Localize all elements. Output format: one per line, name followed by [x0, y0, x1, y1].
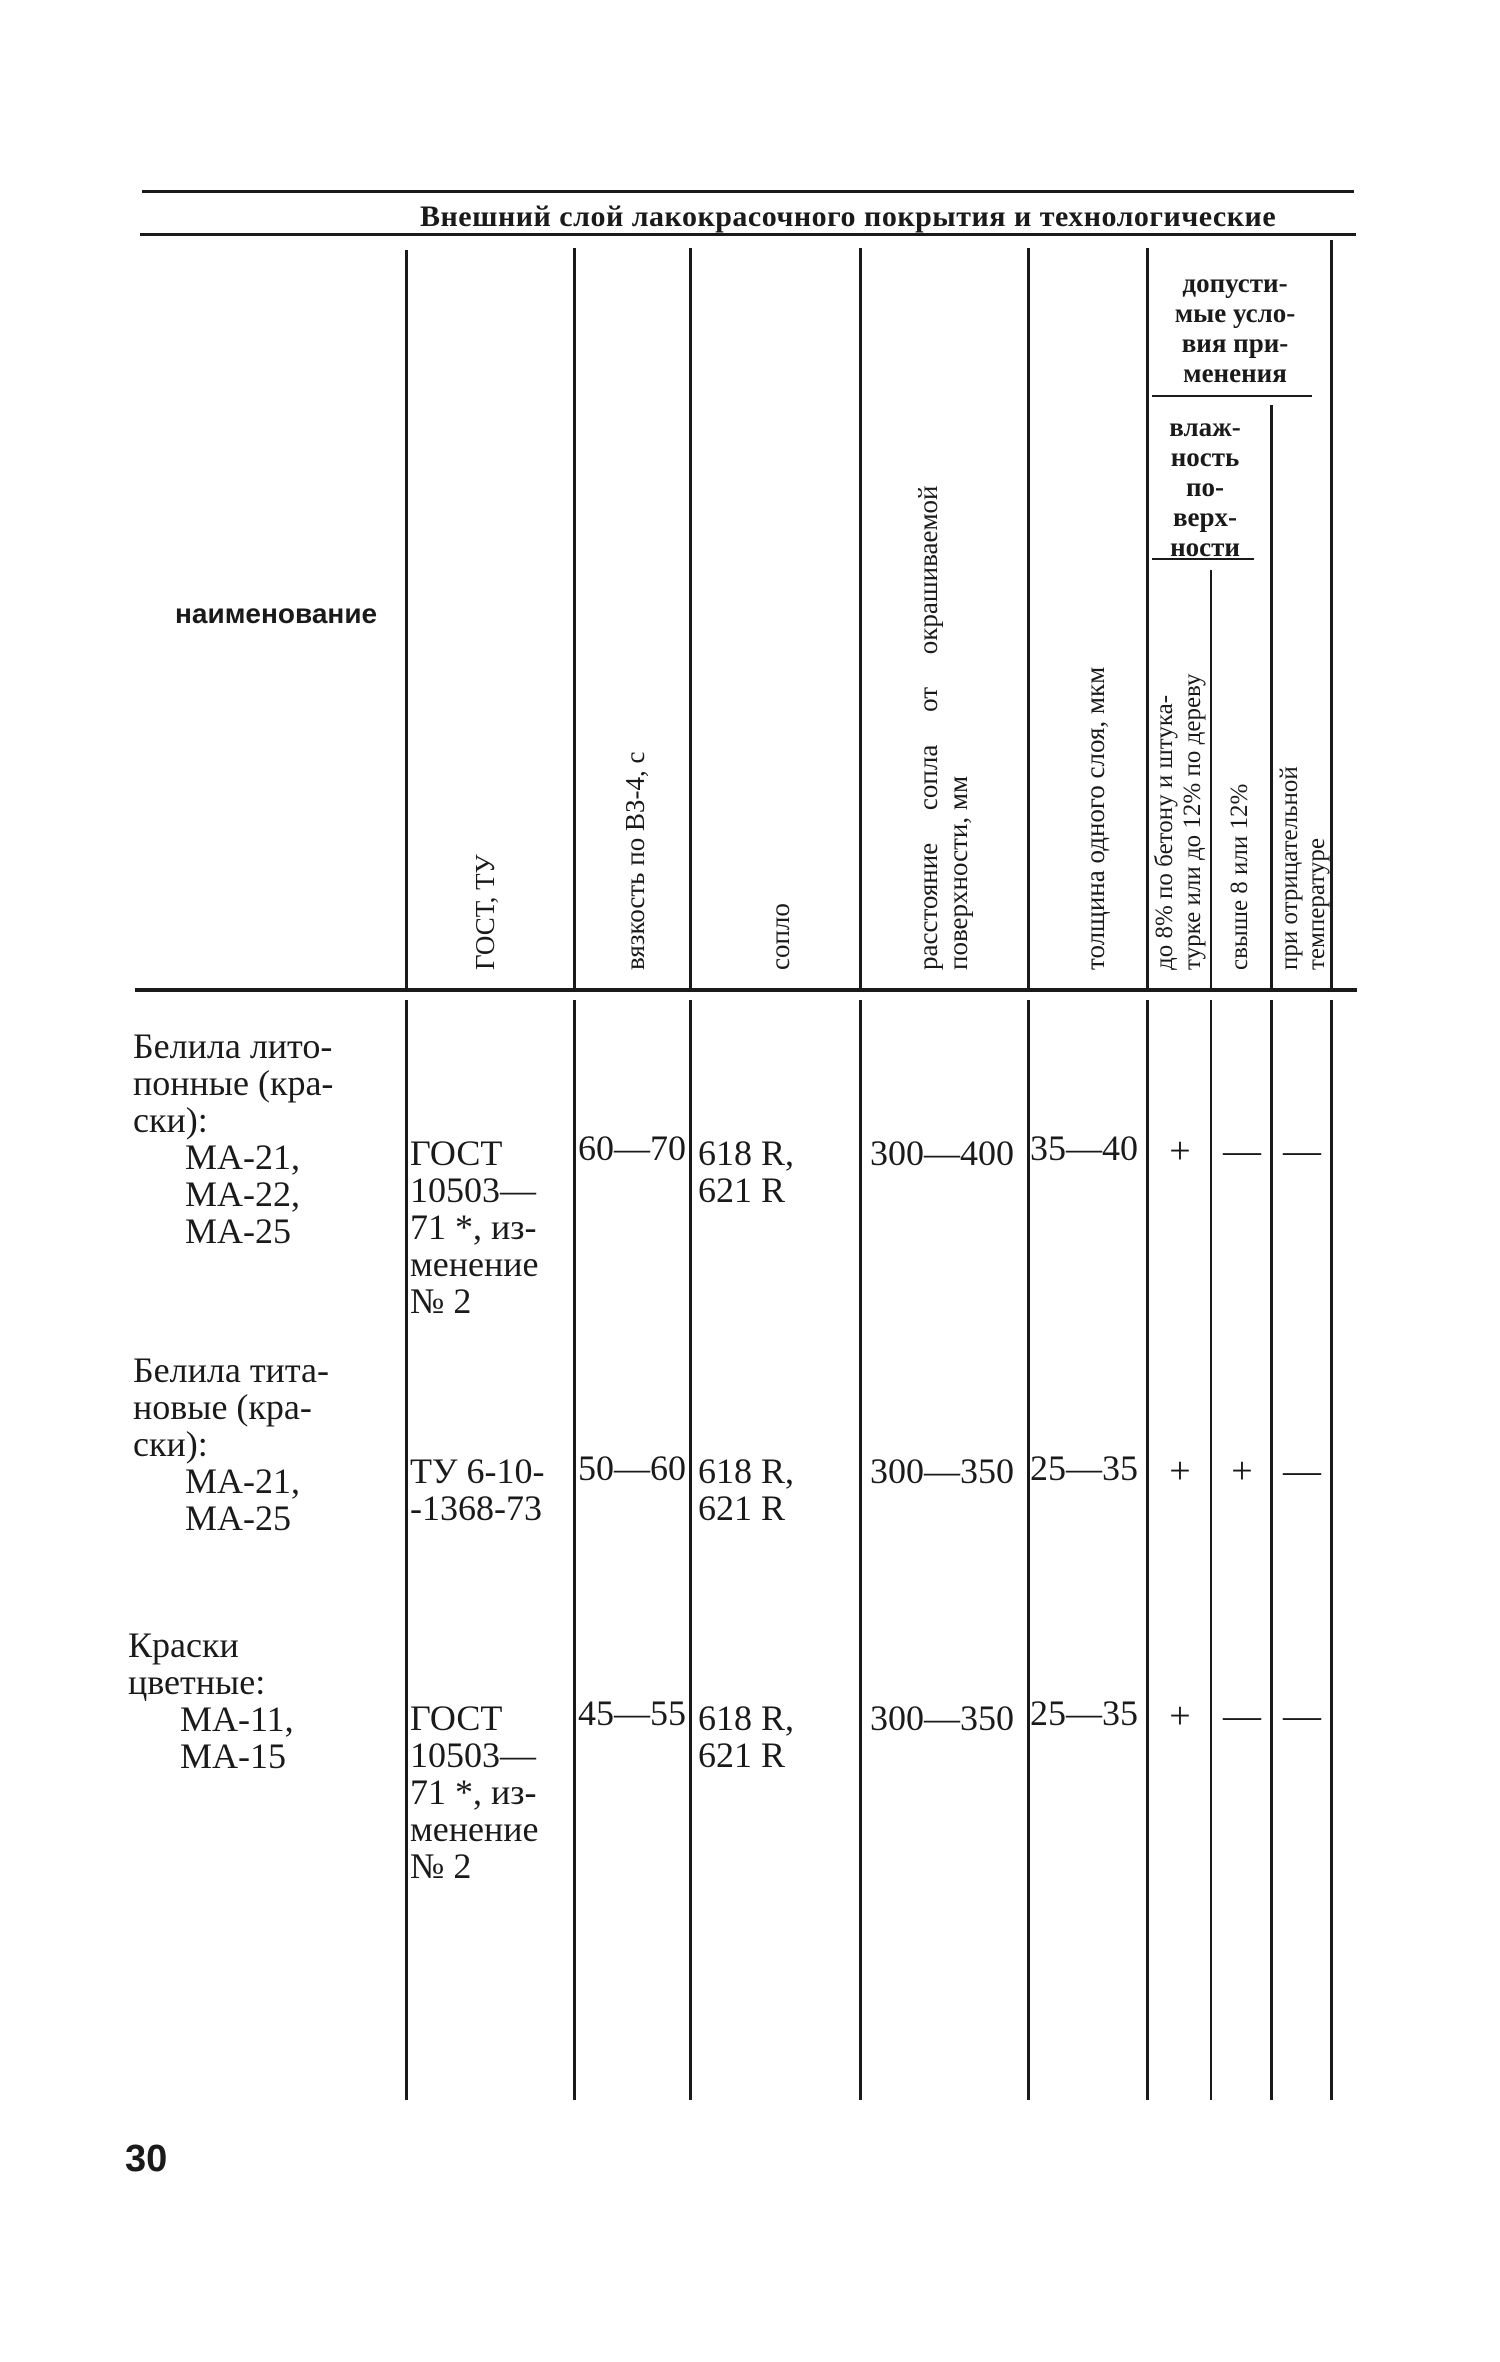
- row1-nozzle-line2: 621 R: [698, 1170, 786, 1210]
- row1-nozzle-line1: 618 R,: [698, 1133, 795, 1173]
- conditions-underline: [1152, 395, 1312, 397]
- row2-gost: [410, 1453, 544, 1527]
- row3-grade1: МА-11,: [180, 1699, 294, 1739]
- row2-hum-high: +: [1231, 1450, 1253, 1492]
- row1-grade3: МА-25: [185, 1211, 291, 1251]
- row2-name-line2: новые (кра-: [133, 1387, 312, 1427]
- header-viscosity: вязкость по ВЗ-4, с: [620, 751, 650, 970]
- row2-grade1: МА-21,: [185, 1461, 300, 1501]
- header-humidity: влаж- ность по- верх- ности: [1169, 412, 1241, 562]
- row3-nozzle: [698, 1700, 794, 1774]
- row1-gost: [410, 1135, 539, 1320]
- body-divider-6: [1146, 1000, 1149, 2100]
- row2-distance: 300—350: [870, 1451, 1014, 1491]
- row3-nozzle-line1: 618 R,: [698, 1698, 795, 1738]
- row2-negative-temp: —: [1283, 1450, 1321, 1492]
- row1-name: [133, 1028, 333, 1250]
- row2-grade2: МА-25: [185, 1498, 291, 1538]
- page-number: 30: [125, 2138, 168, 2180]
- col-divider-7: [1210, 570, 1212, 988]
- header-nozzle: сопло: [765, 903, 795, 970]
- row1-gost-line1: ГОСТ: [410, 1133, 503, 1173]
- header-negative-temp-line1: при отрицательной: [1276, 766, 1303, 970]
- row3-gost-line2: 10503—: [410, 1735, 536, 1775]
- row1-name-line3: ски):: [133, 1100, 208, 1140]
- row3-gost: [410, 1700, 539, 1885]
- row1-nozzle: [698, 1135, 794, 1209]
- body-divider-7: [1210, 1000, 1212, 2100]
- table-title: Внешний слой лакокрасочного покрытия и технологические: [420, 200, 1277, 233]
- row3-distance: 300—350: [870, 1698, 1014, 1738]
- row3-gost-line1: ГОСТ: [410, 1698, 503, 1738]
- row1-hum-high: —: [1223, 1130, 1261, 1172]
- header-hum-low-line1: до 8% по бетону и штука-: [1151, 694, 1178, 970]
- col-divider-1: [405, 250, 408, 988]
- col-divider-6: [1146, 248, 1149, 988]
- header-negative-temp-line2: температуре: [1303, 838, 1330, 970]
- row1-grade2: МА-22,: [185, 1174, 300, 1214]
- row1-gost-line2: 10503—: [410, 1170, 536, 1210]
- header-gost: ГОСТ, ТУ: [470, 854, 500, 970]
- col-divider-2: [573, 248, 576, 988]
- row2-nozzle-line2: 621 R: [698, 1488, 786, 1528]
- header-distance-line2: поверхности, мм: [943, 775, 973, 970]
- header-hum-low-line2: турке или до 12% по дереву: [1179, 673, 1206, 970]
- row3-gost-line5: № 2: [410, 1846, 472, 1886]
- row2-hum-low: +: [1169, 1450, 1191, 1492]
- row3-thickness: 25—35: [1030, 1693, 1138, 1733]
- col-divider-5: [1027, 248, 1030, 988]
- body-divider-2: [573, 1000, 576, 2100]
- col-divider-3: [689, 248, 692, 988]
- row2-name-line1: Белила тита-: [133, 1350, 329, 1390]
- row1-gost-line4: менение: [410, 1244, 539, 1284]
- col-divider-4: [859, 248, 862, 988]
- header-distance-line1: расстояние сопла от окрашиваемой: [913, 485, 943, 970]
- row1-gost-line3: 71 *, из-: [410, 1207, 537, 1247]
- body-divider-3: [689, 1000, 692, 2100]
- body-divider-1: [405, 1000, 408, 2100]
- row2-gost-line1: ТУ 6-10-: [410, 1451, 545, 1491]
- row2-name-line3: ски):: [133, 1424, 208, 1464]
- row3-gost-line3: 71 *, из-: [410, 1772, 537, 1812]
- row3-grade2: МА-15: [180, 1736, 286, 1776]
- row2-name: [133, 1352, 329, 1537]
- body-divider-8: [1270, 1000, 1273, 2100]
- row1-hum-low: +: [1169, 1130, 1191, 1172]
- header-conditions: допусти- мые усло- вия при- менения: [1174, 268, 1296, 388]
- row3-hum-high: —: [1223, 1695, 1261, 1737]
- row3-name-line1: Краски: [128, 1625, 239, 1665]
- header-hum-high: свыше 8 или 12%: [1226, 783, 1253, 970]
- row3-viscosity: 45—55: [578, 1693, 686, 1733]
- row3-name: [128, 1627, 294, 1775]
- col-divider-8: [1270, 405, 1273, 988]
- row2-nozzle-line1: 618 R,: [698, 1451, 795, 1491]
- row3-gost-line4: менение: [410, 1809, 539, 1849]
- row1-negative-temp: —: [1283, 1130, 1321, 1172]
- row2-gost-line2: -1368-73: [410, 1488, 542, 1528]
- header-name: наименование: [175, 598, 378, 629]
- header-bottom-rule: [135, 988, 1357, 992]
- row1-distance: 300—400: [870, 1133, 1014, 1173]
- body-divider-9: [1330, 1000, 1333, 2100]
- row1-name-line2: понные (кра-: [133, 1063, 334, 1103]
- row3-hum-low: +: [1169, 1695, 1191, 1737]
- row3-name-line2: цветные:: [128, 1662, 266, 1702]
- header-thickness: толщина одного слоя, мкм: [1080, 666, 1110, 970]
- row2-nozzle: [698, 1453, 794, 1527]
- row2-viscosity: 50—60: [578, 1448, 686, 1488]
- row1-thickness: 35—40: [1030, 1128, 1138, 1168]
- row3-negative-temp: —: [1283, 1695, 1321, 1737]
- top-rule: [142, 190, 1354, 193]
- body-divider-4: [859, 1000, 862, 2100]
- row1-gost-line5: № 2: [410, 1281, 472, 1321]
- row2-thickness: 25—35: [1030, 1448, 1138, 1488]
- row3-nozzle-line2: 621 R: [698, 1735, 786, 1775]
- row1-viscosity: 60—70: [578, 1128, 686, 1168]
- row1-grade1: МА-21,: [185, 1137, 300, 1177]
- row1-name-line1: Белила лито-: [133, 1026, 333, 1066]
